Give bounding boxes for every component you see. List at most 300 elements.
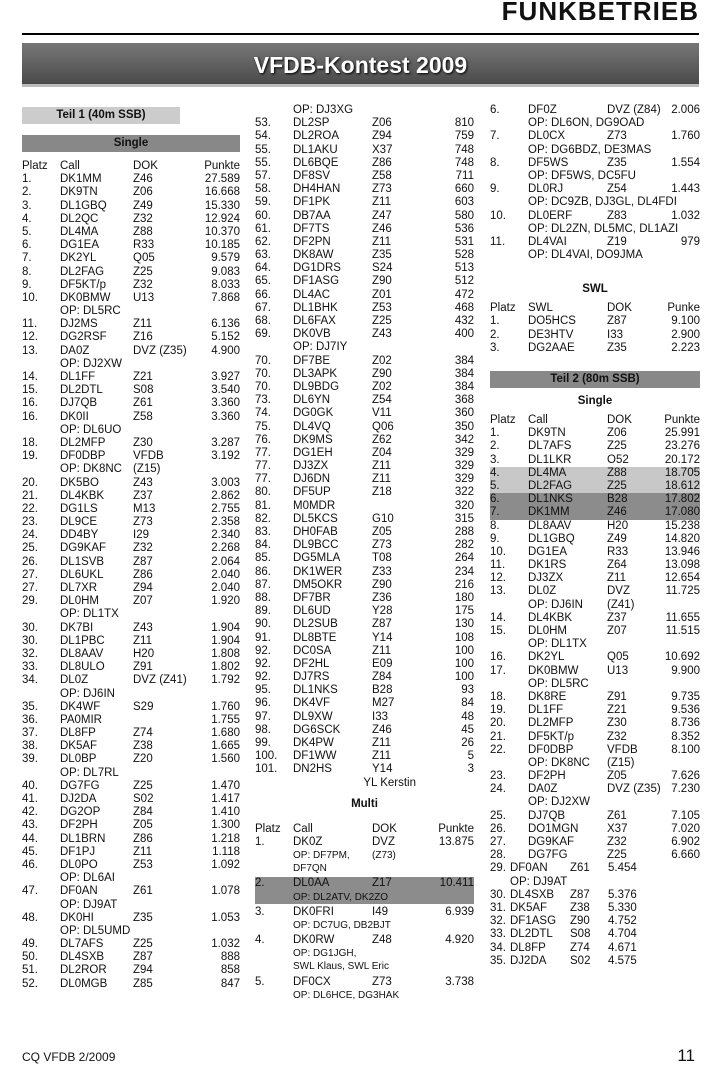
dok: Z11 [372, 750, 391, 763]
dok: Y14 [372, 631, 393, 644]
callsign: DL4KBK [60, 489, 105, 502]
dok: Z05 [372, 526, 392, 538]
dok: G10 [372, 512, 394, 525]
table-row [255, 394, 474, 407]
rank: 25. [490, 809, 506, 822]
table-row [490, 889, 700, 902]
callsign: DG1EH [293, 446, 333, 459]
dok: Z38 [133, 740, 153, 753]
rank: 26. [22, 555, 38, 568]
callsign: DM5OKR [293, 578, 343, 591]
table-row [255, 579, 474, 592]
dok: T08 [372, 552, 392, 565]
callsign: DL9CE [60, 516, 98, 529]
callsign: DL2MFP [60, 436, 106, 449]
callsign: DL0HM [528, 625, 567, 637]
dok: Z25 [372, 315, 392, 327]
dok: Z32 [607, 730, 627, 743]
dok: Z11 [607, 572, 626, 585]
dok: B28 [372, 684, 393, 697]
dok: DVZ (Z84) [607, 104, 661, 116]
dok: Z94 [133, 582, 153, 594]
table-row [22, 714, 240, 727]
dok: Z35 [607, 341, 627, 354]
table-row [490, 236, 700, 249]
callsign: DJ2MS [60, 318, 98, 331]
dok: Z25 [133, 779, 153, 792]
col-dok: DOK [607, 302, 632, 315]
col-call: Call [293, 822, 313, 835]
table-row [255, 236, 474, 249]
table-row [255, 836, 474, 849]
rank: 27. [490, 836, 506, 848]
dok: S29 [133, 700, 154, 713]
table-row [255, 513, 474, 526]
dok: Z73 [372, 539, 392, 552]
table-row [255, 421, 474, 434]
rank: 69. [255, 328, 271, 341]
results-list-3b [490, 427, 700, 862]
points: 1.470 [211, 779, 240, 792]
dok: Z11 [133, 845, 152, 858]
teil2-heading: Teil 2 (80m SSB) [490, 371, 700, 388]
table-row [490, 862, 700, 875]
operator-row [490, 876, 700, 889]
operator-row [255, 104, 474, 117]
rank: 73. [255, 394, 271, 407]
dok: S02 [570, 954, 591, 967]
table-row [255, 552, 474, 565]
dok: Z73 [607, 130, 627, 143]
points: 4.752 [608, 915, 637, 928]
points: 1.078 [211, 885, 240, 898]
table-row [255, 763, 474, 776]
table-row [22, 384, 240, 397]
callsign: DL1NKS [293, 684, 338, 697]
table-row [490, 467, 700, 480]
col-punkte: Punkte [204, 160, 240, 172]
points: 25.991 [664, 427, 700, 440]
rank: 21. [22, 489, 38, 502]
table-row [255, 355, 474, 368]
operator-row [490, 144, 700, 157]
points: 528 [454, 249, 474, 262]
callsign: DL1SVB [60, 555, 105, 568]
dok: Z32 [133, 212, 153, 225]
multi-entry [255, 934, 474, 974]
table-row [255, 906, 474, 919]
points: 3.738 [445, 975, 474, 988]
callsign: DH4HAN [293, 183, 341, 196]
callsign: DK0II [60, 410, 89, 423]
rank: 52. [22, 977, 38, 990]
points: 9.579 [211, 252, 240, 265]
operator: OP: DJ7IY [293, 341, 348, 354]
rank: 77. [255, 446, 271, 459]
callsign: DG1EA [528, 545, 567, 558]
points: 15.238 [664, 519, 700, 532]
table-row [22, 437, 240, 450]
rank: 76. [255, 433, 271, 446]
callsign: DG1EA [60, 239, 99, 252]
rank: 62. [255, 235, 271, 248]
callsign: DN2HS [293, 763, 332, 776]
table-row [255, 671, 474, 684]
rank: 21. [490, 730, 506, 743]
table-row [22, 978, 240, 991]
dok: Z32 [133, 542, 153, 555]
dok: S08 [570, 928, 591, 941]
rank: 49. [22, 938, 38, 951]
dok: Z73 [372, 975, 392, 988]
dok: Z11 [372, 473, 391, 486]
rank: 14. [490, 611, 506, 624]
dok: Z53 [133, 858, 153, 871]
callsign: DL0RJ [528, 183, 564, 196]
points: 888 [220, 951, 240, 964]
table-header [22, 160, 240, 173]
operator-row [490, 796, 700, 809]
callsign: DL6YN [293, 394, 331, 407]
teil1-heading: Teil 1 (40m SSB) [22, 107, 180, 124]
dok: Z36 [372, 591, 392, 604]
dok: Z11 [133, 634, 152, 647]
table-row [490, 493, 700, 506]
callsign: DF5KT/p [528, 730, 575, 743]
table-row [22, 938, 240, 951]
points: 282 [454, 539, 474, 552]
rank: 33. [490, 928, 506, 941]
dok: O52 [607, 453, 629, 466]
rank: 5. [22, 225, 32, 238]
rank: 81. [255, 499, 271, 512]
dok: Z05 [133, 819, 153, 832]
points: 711 [455, 169, 474, 182]
dok: Z86 [133, 568, 153, 581]
column-1 [22, 104, 240, 991]
rank: 45. [22, 845, 38, 858]
operator: OP: DC9ZB, DJ3GL, DL4FDI [528, 196, 677, 209]
points: 3.360 [211, 410, 240, 423]
rank: 92. [255, 644, 271, 657]
dok: Z11 [372, 460, 391, 473]
rank: 36. [22, 713, 38, 726]
operator-row [255, 947, 474, 960]
table-row [490, 572, 700, 585]
operator: OP: DK8NC [60, 463, 122, 476]
rank: 5. [490, 479, 500, 492]
table-row [490, 823, 700, 836]
dok: Q05 [133, 252, 155, 265]
table-row [255, 473, 474, 486]
single-heading-2: Single [577, 395, 613, 407]
callsign: DJ6DN [293, 473, 331, 486]
swl-kerstin: YL Kerstin [363, 776, 416, 789]
table-row [255, 737, 474, 750]
callsign: DL0AA [293, 877, 330, 890]
rank: 23. [22, 516, 38, 529]
rank: 91. [255, 631, 271, 644]
callsign: DK0BMW [60, 291, 111, 304]
rank: 11. [490, 235, 506, 248]
rank: 48. [22, 911, 38, 924]
callsign: DG0GK [293, 407, 334, 420]
callsign: DG1DRS [293, 262, 341, 275]
callsign: DC0SA [293, 644, 332, 657]
dok: VFDB [607, 743, 638, 756]
callsign: DK9MS [293, 433, 333, 446]
dok: S08 [133, 384, 154, 397]
points: 350 [454, 420, 474, 433]
points: 84 [461, 697, 474, 710]
operator-row [255, 341, 474, 354]
rank: 39. [22, 753, 38, 766]
rank: 33. [22, 661, 38, 674]
table-row [22, 226, 240, 239]
dok: DVZ [607, 585, 630, 598]
table-row [255, 275, 474, 288]
dok: Z84 [133, 806, 153, 819]
table-row [255, 407, 474, 420]
points: 4.671 [608, 941, 637, 954]
dok: Z06 [372, 117, 392, 130]
callsign: DG7FG [60, 779, 100, 792]
points: 1.218 [211, 832, 240, 845]
results-list-1 [22, 173, 240, 991]
callsign: DJ3ZX [293, 460, 329, 473]
dok: Y28 [372, 605, 393, 618]
table-row [22, 213, 240, 226]
operator: OP: DL6UO [60, 423, 122, 436]
rank: 75. [255, 420, 271, 433]
rank: 35. [490, 954, 506, 967]
operator-row [22, 358, 240, 371]
dok: Z07 [133, 595, 153, 608]
callsign: DF2PH [528, 770, 566, 783]
table-row [22, 450, 240, 463]
operator-row [255, 862, 474, 875]
operator: OP: DL1TX [528, 638, 587, 651]
dok: Z11 [372, 196, 391, 209]
dok: Z48 [372, 934, 392, 947]
dok: Z11 [372, 235, 391, 248]
dok: Z84 [372, 671, 392, 684]
table-row [255, 750, 474, 763]
operator: OP: DL5UMD [60, 924, 131, 937]
points: 48 [461, 710, 474, 723]
dok: Z25 [607, 440, 627, 453]
operator-row [22, 767, 240, 780]
callsign: DO1MGN [528, 822, 579, 835]
dok: Z25 [607, 849, 627, 862]
points: 5 [467, 750, 474, 763]
operator-row [22, 688, 240, 701]
dok: Z30 [133, 436, 153, 449]
points: 1.904 [211, 634, 240, 647]
rank: 11. [22, 318, 38, 331]
rank: 14. [22, 371, 38, 383]
table-row [490, 506, 700, 519]
rank: 11. [490, 559, 506, 572]
table-row [490, 902, 700, 915]
callsign: DL4AC [293, 288, 331, 301]
table-row [490, 942, 700, 955]
callsign: DO5HCS [528, 315, 576, 328]
rank: 74. [255, 407, 271, 420]
callsign: DK0RW [293, 934, 335, 947]
rank: 98. [255, 723, 271, 736]
operator-row [22, 872, 240, 885]
callsign: DJ7QB [60, 397, 98, 410]
points: 3.360 [211, 397, 240, 410]
points: 9.900 [671, 664, 700, 677]
dok: Z47 [372, 209, 392, 222]
points: 175 [454, 605, 474, 618]
table-row [490, 585, 700, 598]
table-row [255, 632, 474, 645]
rank: 10. [490, 209, 506, 222]
table-row [490, 665, 700, 678]
multi-entry [255, 877, 474, 903]
rank: 7. [22, 252, 32, 265]
table-row [22, 371, 240, 384]
rank: 3. [490, 341, 500, 354]
points: 384 [454, 380, 474, 393]
col-call: Call [60, 160, 80, 172]
dok: Z87 [133, 555, 153, 568]
table-row [255, 328, 474, 341]
callsign: DF2PN [293, 235, 331, 248]
rank: 6. [490, 493, 500, 506]
points: 513 [454, 262, 474, 275]
points: 1.904 [211, 621, 240, 634]
points: 329 [454, 446, 474, 459]
dok: I49 [372, 905, 388, 918]
col-dok: DOK [133, 160, 158, 172]
operator: OP: DJ3XG [293, 104, 354, 116]
callsign: DL1BRN [60, 832, 106, 845]
dok: Z86 [372, 156, 392, 169]
rank: 80. [255, 486, 271, 499]
points: 3.540 [211, 384, 240, 397]
rank: 100. [255, 750, 278, 763]
page-number: 11 [677, 1046, 695, 1065]
operator: OP: DL6HCE, DG3HAK [293, 989, 400, 1001]
rank: 101. [255, 763, 278, 776]
points: 100 [454, 657, 474, 670]
callsign: DL0CX [528, 130, 566, 143]
operator-row [490, 196, 700, 209]
points: 18.705 [664, 466, 700, 479]
callsign: DG7FG [528, 849, 568, 862]
table-row [22, 622, 240, 635]
callsign: DL6UKL [60, 568, 104, 581]
points: 11.655 [665, 611, 700, 624]
points: 288 [454, 526, 474, 538]
points: 12.654 [664, 572, 700, 585]
table-row [490, 744, 700, 757]
callsign: DK5BO [60, 476, 99, 489]
points: 384 [454, 367, 474, 380]
table-row [22, 727, 240, 740]
rank: 67. [255, 301, 271, 314]
callsign: DK5AF [60, 740, 98, 753]
callsign: DL4MA [60, 225, 99, 238]
operator-row [22, 463, 240, 476]
dok: Z01 [372, 288, 392, 301]
table-row [490, 130, 700, 143]
callsign: DF0AN [60, 885, 98, 898]
operator: OP: DK8NC [528, 756, 590, 769]
points: 468 [454, 301, 474, 314]
rank: 59. [255, 196, 271, 209]
operator-row [22, 424, 240, 437]
callsign: DL8AAV [60, 647, 104, 660]
table-row [255, 658, 474, 671]
table-row [255, 157, 474, 170]
rank: 9. [490, 532, 500, 545]
callsign: DL1FF [60, 371, 96, 383]
operator-row [255, 989, 474, 1002]
table-row [255, 144, 474, 157]
rank: 35. [22, 700, 38, 713]
points: 1.417 [211, 793, 240, 805]
dok: Z30 [607, 717, 627, 730]
rank: 55. [255, 156, 271, 169]
rank: 3. [22, 199, 32, 212]
operator: OP: DJ6IN [528, 598, 583, 611]
dok: Q06 [372, 420, 394, 433]
table-row [22, 173, 240, 186]
table-row [22, 964, 240, 977]
points: 10.185 [204, 239, 240, 252]
column-3 [490, 104, 700, 968]
points: 6.902 [671, 836, 700, 848]
points: 13.098 [664, 559, 700, 572]
points: 5.454 [608, 862, 637, 875]
operator-row [490, 678, 700, 691]
rank: 30. [490, 888, 506, 901]
points: 320 [454, 499, 474, 512]
operator-row [490, 223, 700, 236]
points: 100 [454, 644, 474, 657]
table-row [490, 104, 700, 117]
rank: 28. [490, 849, 506, 862]
dok: Z46 [372, 222, 392, 235]
multi-heading: Multi [351, 797, 378, 810]
rank: 5. [255, 975, 265, 988]
table-row [22, 819, 240, 832]
dok: Y14 [372, 763, 393, 776]
col-punke: Punke [667, 302, 700, 315]
dok: Z61 [570, 862, 590, 875]
callsign: PA0MIR [60, 713, 102, 726]
operator: OP: DJ2XW [528, 796, 590, 809]
callsign: DJ7RS [293, 671, 330, 684]
callsign: DF2PH [60, 819, 98, 832]
operator-row [490, 638, 700, 651]
points: 580 [454, 209, 474, 222]
rank: 30. [22, 634, 38, 647]
operator: OP: DL5RC [60, 305, 121, 318]
dok: Z46 [372, 723, 392, 736]
dok: R33 [133, 239, 155, 252]
callsign: DK8AW [293, 249, 334, 262]
rank: 34. [22, 674, 38, 687]
points: 1.443 [671, 183, 700, 196]
table-row [490, 559, 700, 572]
points: 14.820 [664, 532, 700, 545]
